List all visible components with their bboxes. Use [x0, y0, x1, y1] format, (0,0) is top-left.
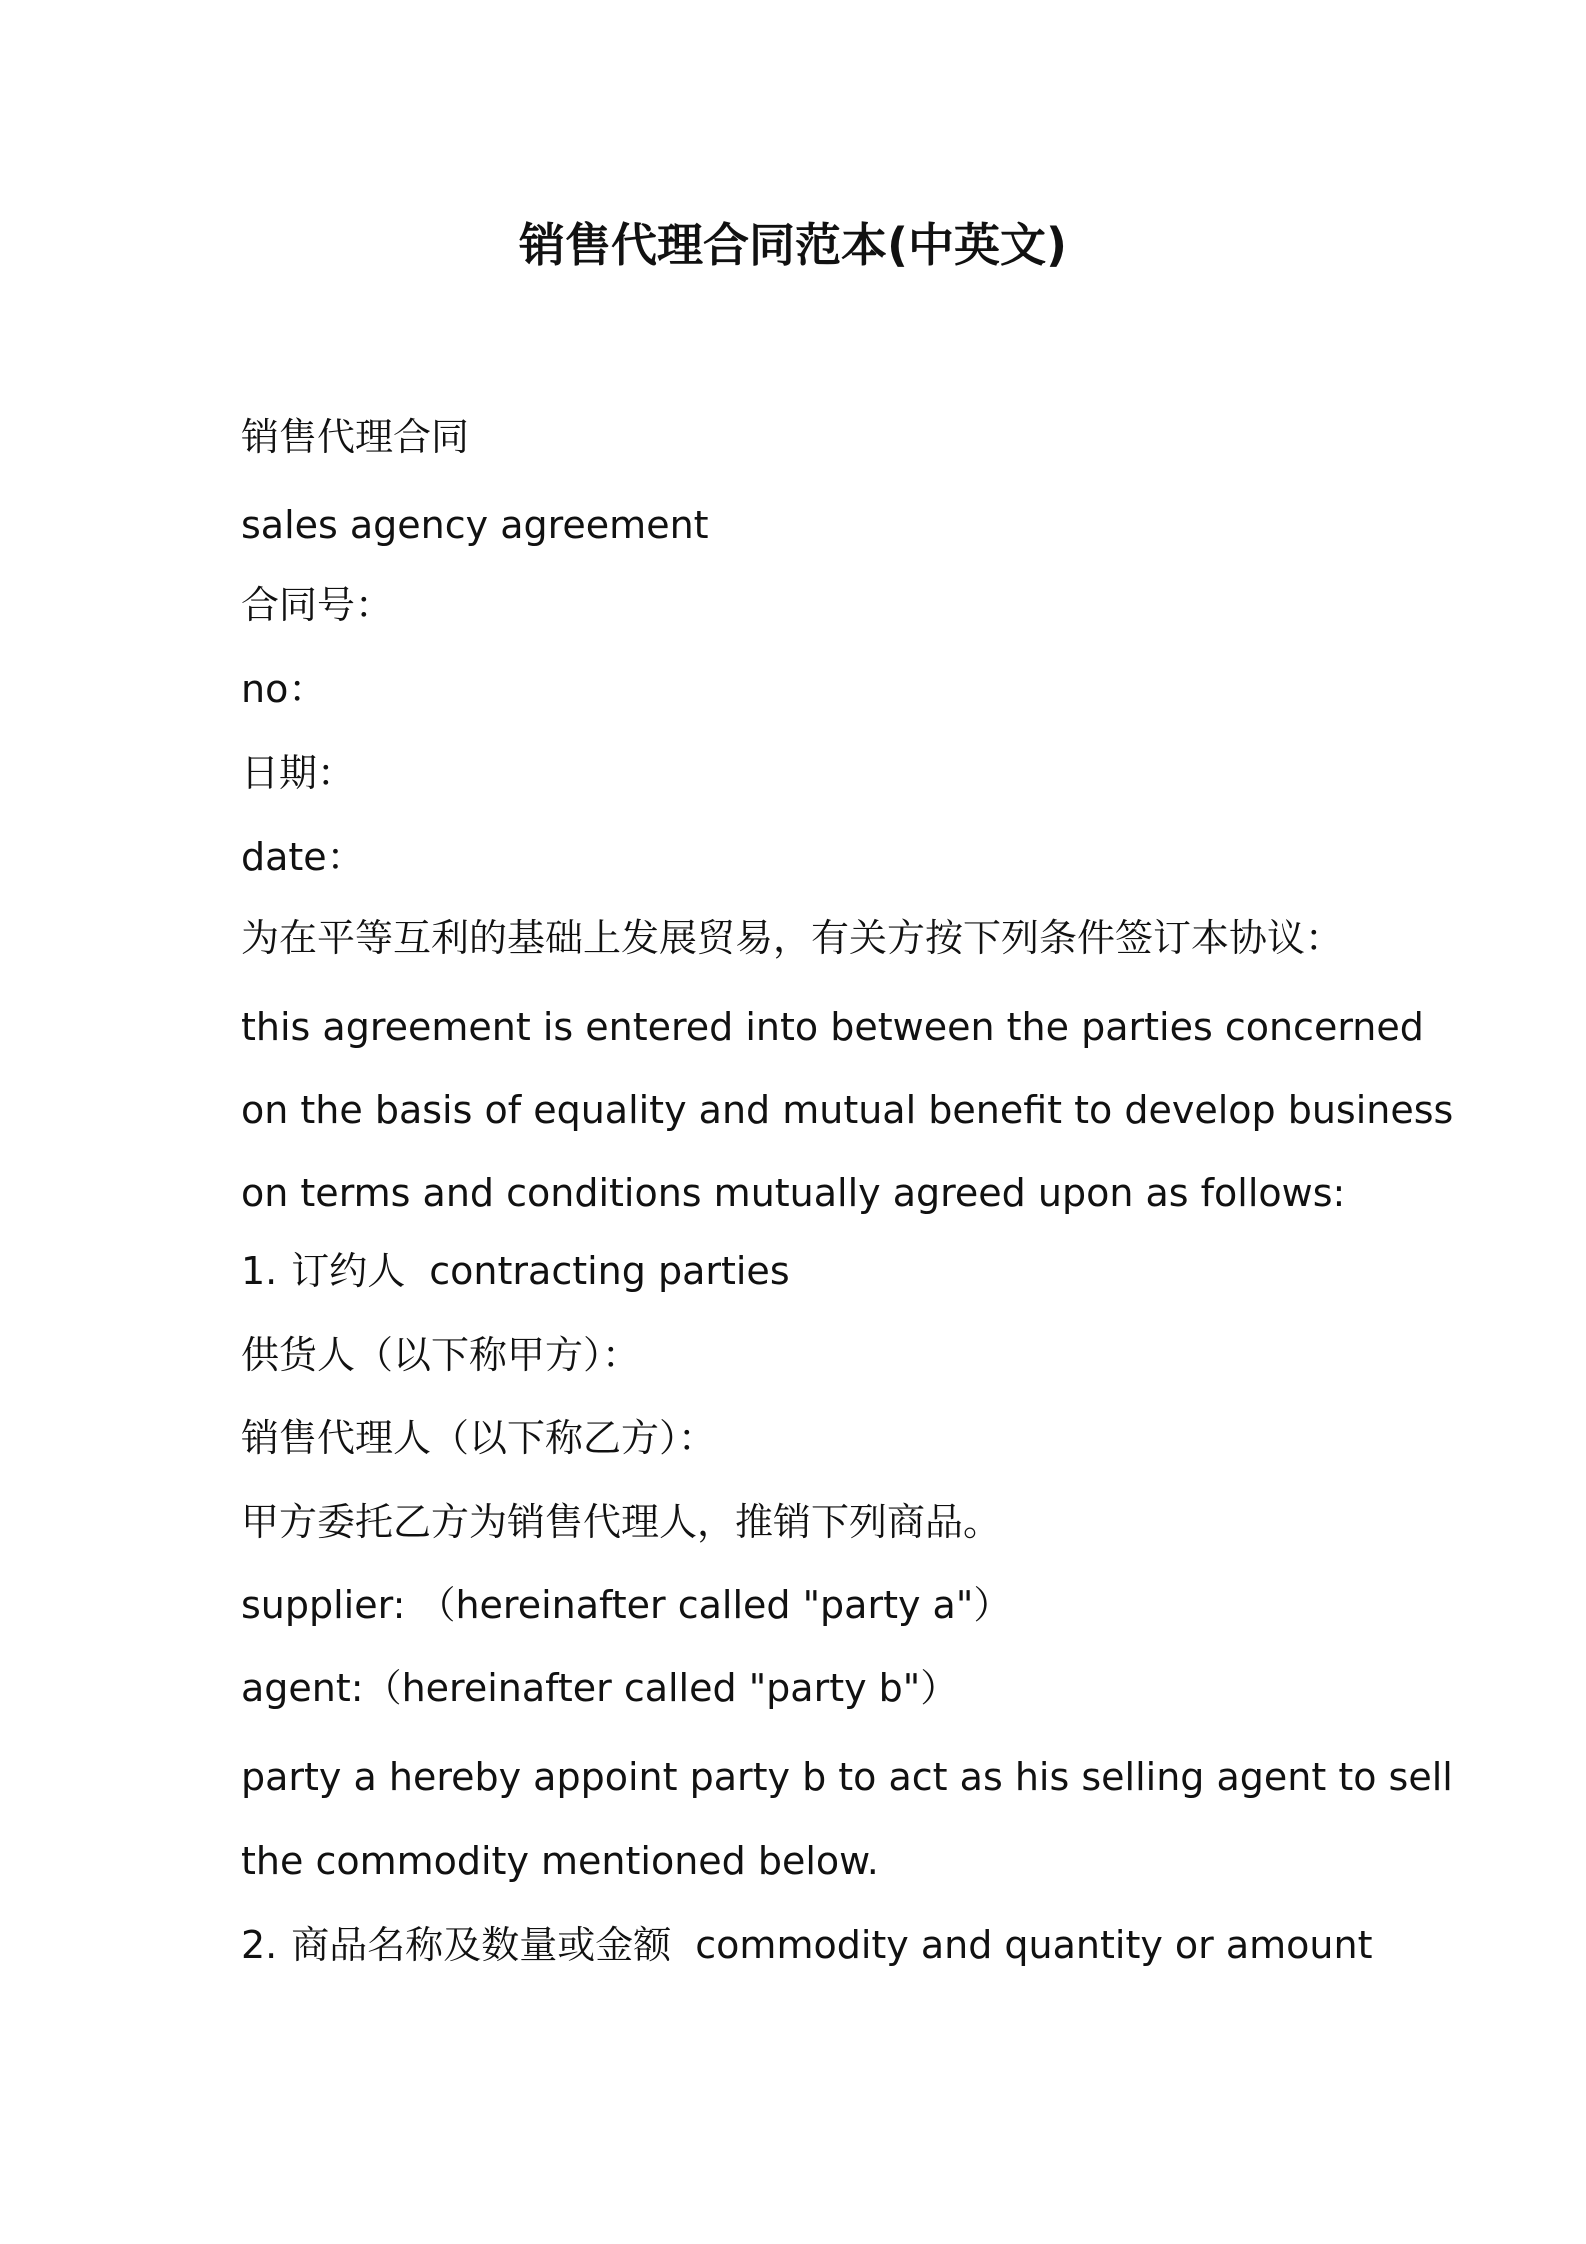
preamble-zh: 为在平等互利的基础上发展贸易，有关方按下列条件签订本协议： — [241, 916, 1344, 960]
section-title-en: commodity and quantity or amount — [695, 1923, 1373, 1967]
section-2-heading — [241, 1920, 1373, 1970]
preamble-en-line-1: this agreement is entered into between the parties concerned — [241, 1005, 1424, 1049]
agent-en: agent:（hereinafter called "party b"） — [241, 1666, 959, 1710]
agent-zh: 销售代理人（以下称乙方）： — [241, 1416, 717, 1460]
section-number: 2. — [241, 1923, 278, 1967]
preamble-en-line-3: on terms and conditions mutually agreed upon as follows: — [241, 1171, 1346, 1215]
appointment-zh: 甲方委托乙方为销售代理人，推销下列商品。 — [241, 1500, 1002, 1544]
document-title: 销售代理合同范本(中英文) — [518, 218, 1068, 272]
section-title-en: contracting parties — [429, 1249, 790, 1293]
date-zh: 日期： — [241, 751, 356, 795]
appointment-en-line-1: party a hereby appoint party b to act as his selling agent to sell — [241, 1755, 1453, 1799]
contract-title-zh: 销售代理合同 — [241, 415, 470, 459]
section-title-zh: 商品名称及数量或金额 — [291, 1923, 672, 1967]
supplier-zh: 供货人（以下称甲方）： — [241, 1333, 641, 1377]
contract-number-en: no： — [241, 667, 327, 711]
section-number: 1. — [241, 1249, 278, 1293]
preamble-en-line-2: on the basis of equality and mutual benefit to develop business — [241, 1088, 1454, 1132]
supplier-en: supplier: （hereinafter called "party a"） — [241, 1583, 1012, 1627]
section-title-zh: 订约人 — [291, 1249, 406, 1293]
section-1-heading — [241, 1246, 790, 1296]
appointment-en-line-2: the commodity mentioned below. — [241, 1839, 879, 1883]
date-en: date： — [241, 835, 365, 879]
contract-number-zh: 合同号： — [241, 583, 394, 627]
contract-title-en: sales agency agreement — [241, 503, 709, 547]
